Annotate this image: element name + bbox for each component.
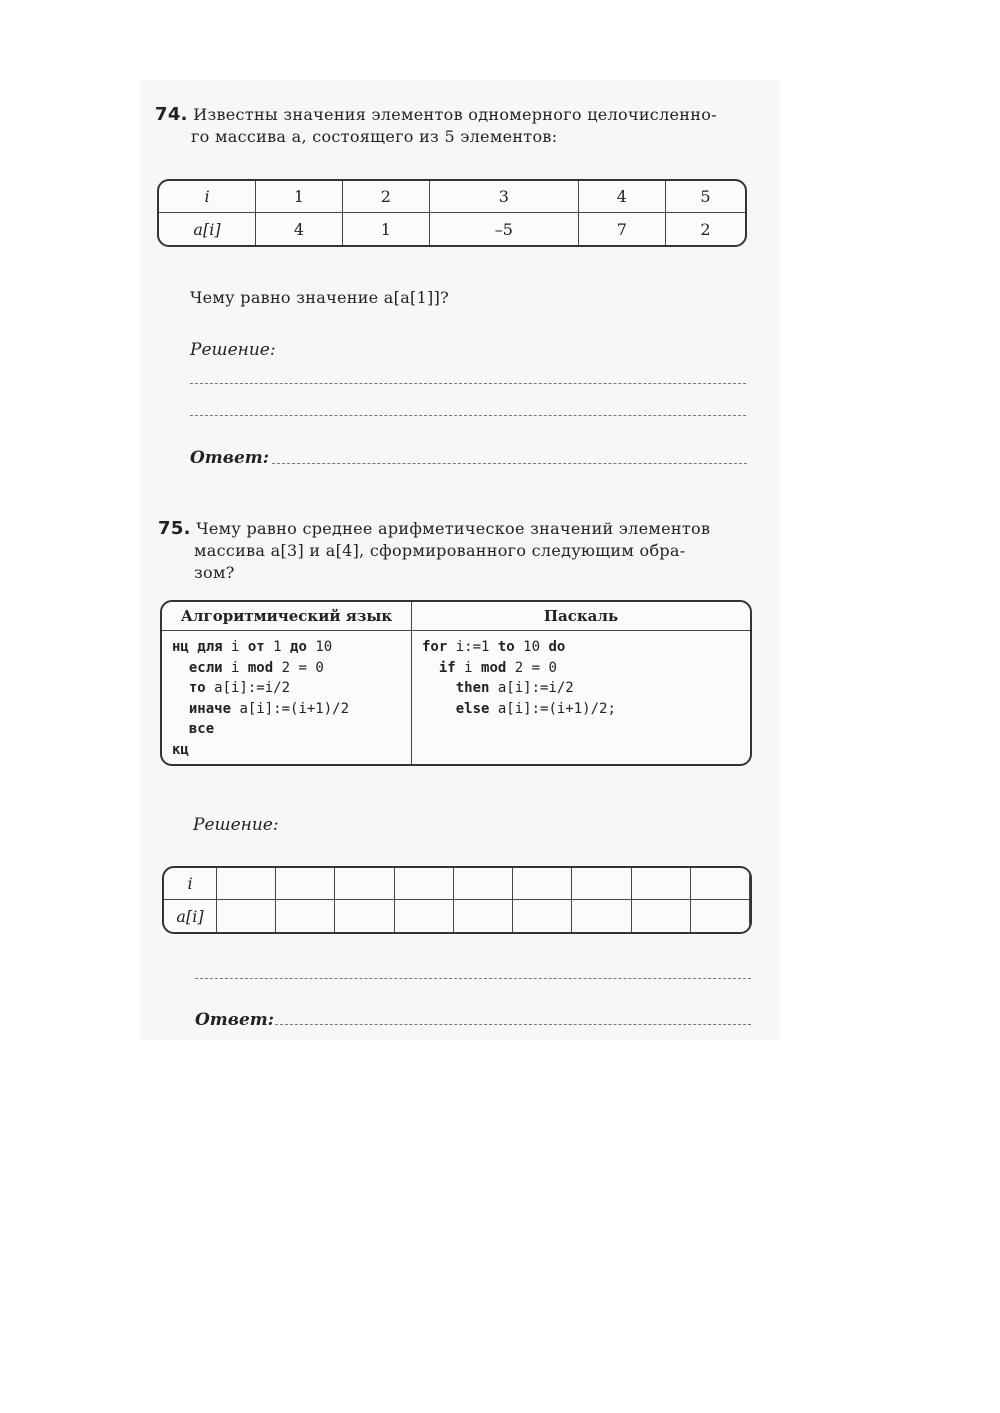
fill-row-label-i: i [164, 868, 217, 900]
task-74-answer-label: Ответ: [190, 448, 270, 468]
fill-cell[interactable] [335, 868, 394, 900]
task-75-line1: Чему равно среднее арифметическое значений элементов [196, 519, 711, 538]
fill-row-i [164, 868, 750, 900]
task-74-array-table [157, 179, 747, 247]
pascal-code-line [422, 678, 740, 699]
cell-i-3: 3 [430, 181, 579, 213]
alg-code-line [172, 658, 401, 679]
alg-code-text: i [222, 639, 248, 655]
task-74-statement [155, 104, 755, 148]
alg-code-text: a[i]:=i/2 [205, 680, 291, 696]
alg-code-text: 10 [306, 639, 333, 655]
task-74 [155, 104, 755, 148]
fill-cell[interactable] [276, 868, 335, 900]
fill-cell[interactable] [632, 868, 691, 900]
alg-header: Алгоритмический язык [162, 602, 411, 631]
alg-code-keyword: иначе [172, 700, 232, 717]
fill-cell[interactable] [276, 900, 335, 932]
pascal-code-keyword: if [422, 659, 456, 676]
task-75-solution-line[interactable] [195, 978, 751, 979]
alg-code-line [172, 678, 401, 699]
table-row-i [159, 181, 745, 213]
alg-code-keyword: mod [247, 659, 274, 676]
task-74-solution-line-1[interactable] [190, 383, 746, 384]
task-75-fill-table [162, 866, 752, 934]
fill-cell[interactable] [395, 868, 454, 900]
fill-cell[interactable] [454, 868, 513, 900]
cell-i-1: 1 [256, 181, 343, 213]
pascal-code-line [422, 637, 740, 658]
task-75-line3: зом? [194, 563, 235, 582]
alg-code-text: i [222, 659, 248, 676]
alg-code-keyword: до [290, 639, 307, 655]
task-75-statement [158, 518, 758, 584]
alg-code-text: 1 [264, 639, 291, 655]
fill-cell[interactable] [395, 900, 454, 932]
task-74-line1: Известны значения элементов одномерного целочисленно- [193, 105, 717, 124]
alg-code-line [172, 637, 401, 658]
fill-cell[interactable] [513, 900, 572, 932]
fill-cell[interactable] [572, 900, 631, 932]
task-74-solution-line-2[interactable] [190, 415, 746, 416]
alg-code-keyword: нц для [172, 639, 223, 655]
task-74-question: Чему равно значение a[a[1]]? [190, 288, 450, 307]
cell-a-1: 4 [256, 213, 343, 245]
pascal-code-keyword: then [422, 680, 490, 696]
pascal-code-text: i:=1 [447, 639, 498, 655]
cell-a-2: 1 [343, 213, 430, 245]
task-74-solution-label: Решение: [190, 340, 276, 360]
alg-code [162, 631, 411, 766]
pascal-code-keyword: else [422, 700, 490, 717]
pascal-code [412, 631, 750, 725]
code-table [160, 600, 752, 766]
pascal-header: Паскаль [412, 602, 750, 631]
cell-i-2: 2 [343, 181, 430, 213]
fill-cell[interactable] [217, 900, 276, 932]
cell-i-5: 5 [666, 181, 745, 213]
alg-code-text: a[i]:=(i+1)/2 [231, 700, 350, 717]
pascal-code-text: a[i]:=(i+1)/2; [489, 700, 616, 717]
task-74-number: 74. [155, 104, 188, 125]
pascal-code-keyword: do [548, 639, 566, 655]
table-row-a [159, 213, 745, 245]
cell-i-4: 4 [579, 181, 666, 213]
alg-code-keyword: если [172, 659, 223, 676]
fill-row-label-a: a[i] [164, 900, 217, 932]
cell-a-3: –5 [430, 213, 579, 245]
task-74-answer-line[interactable] [272, 463, 747, 464]
alg-code-keyword: кц [172, 741, 189, 758]
fill-cell[interactable] [217, 868, 276, 900]
alg-code-keyword: то [172, 680, 206, 696]
pascal-code-keyword: for [422, 639, 448, 655]
alg-code-keyword: все [172, 721, 215, 737]
pascal-code-line [422, 658, 740, 679]
task-75-line2: массива a[3] и a[4], сформированного следующим обра- [194, 541, 686, 560]
pascal-code-text: i [455, 659, 482, 676]
cell-a-4: 7 [579, 213, 666, 245]
task-75-answer-label: Ответ: [195, 1010, 275, 1030]
pascal-code-text: 2 = 0 [506, 659, 557, 676]
pascal-column [412, 602, 750, 764]
alg-code-keyword: от [247, 639, 265, 655]
task-74-line2: го массива a, состоящего из 5 элементов: [191, 127, 558, 146]
task-75-solution-label: Решение: [193, 815, 279, 835]
pascal-code-line [422, 699, 740, 720]
task-75-number: 75. [158, 518, 191, 539]
row-label-i: i [159, 181, 256, 213]
fill-cell[interactable] [454, 900, 513, 932]
alg-code-text: 2 = 0 [273, 659, 324, 676]
cell-a-5: 2 [700, 219, 711, 239]
alg-code-line [172, 719, 401, 740]
fill-cell[interactable] [691, 868, 750, 900]
algorithmic-column [162, 602, 412, 764]
task-75-answer-line[interactable] [275, 1024, 751, 1025]
fill-cell[interactable] [691, 900, 750, 932]
task-75 [158, 518, 758, 584]
pascal-code-text: a[i]:=i/2 [489, 680, 574, 696]
alg-code-line [172, 699, 401, 720]
fill-row-a [164, 900, 750, 932]
fill-cell[interactable] [632, 900, 691, 932]
pascal-code-keyword: mod [481, 659, 507, 676]
fill-cell[interactable] [335, 900, 394, 932]
pascal-code-text: 10 [514, 639, 549, 655]
fill-cell[interactable] [572, 868, 631, 900]
pascal-code-keyword: to [497, 639, 515, 655]
fill-cell[interactable] [513, 868, 572, 900]
row-label-a: a[i] [159, 213, 256, 245]
alg-code-line [172, 740, 401, 761]
